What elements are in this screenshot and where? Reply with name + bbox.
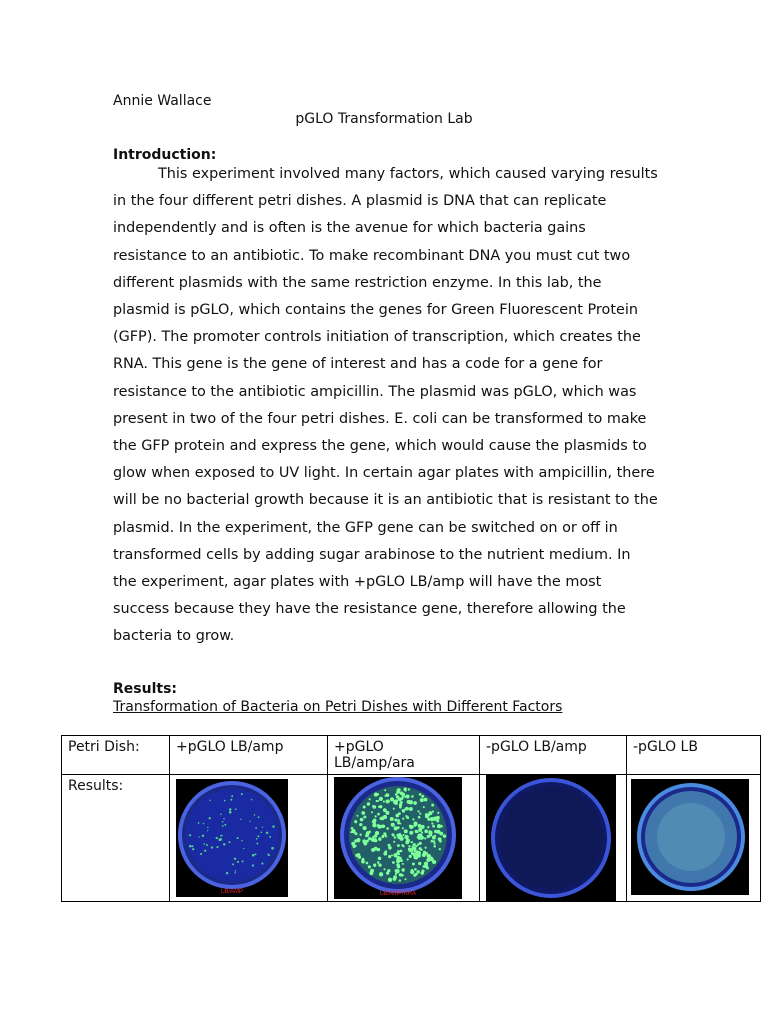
colony-speck	[407, 858, 409, 860]
colony-speck	[235, 870, 236, 871]
colony-speck	[222, 821, 224, 823]
colony-speck	[413, 801, 417, 805]
colony-speck	[404, 829, 408, 833]
colony-speck	[189, 845, 191, 847]
colony-speck	[411, 841, 413, 843]
introduction-paragraph	[113, 161, 658, 651]
colony-speck	[230, 799, 232, 801]
colony-speck	[393, 800, 397, 804]
colony-speck	[366, 862, 369, 865]
colony-speck	[383, 801, 385, 803]
colony-speck	[392, 861, 395, 864]
results-table-title: Transformation of Bacteria on Petri Dishes with Different Factors	[113, 699, 563, 715]
colony-speck	[272, 825, 274, 827]
plate-label-text: LB/AMP	[220, 889, 244, 895]
colony-speck	[406, 839, 410, 843]
colony-speck	[405, 878, 407, 880]
colony-speck	[355, 854, 358, 857]
table-header-row	[62, 736, 761, 775]
colony-speck	[399, 879, 401, 881]
colony-speck	[395, 869, 398, 872]
colony-speck	[220, 835, 222, 837]
petri-dish-photo-1	[176, 779, 288, 897]
colony-speck	[400, 850, 403, 853]
petri-dish-photo-3	[486, 775, 616, 901]
colony-speck	[220, 814, 221, 815]
colony-speck	[371, 838, 375, 842]
colony-speck	[402, 827, 404, 829]
colony-speck	[377, 848, 380, 851]
colony-speck	[412, 818, 414, 820]
colony-speck	[432, 860, 436, 864]
colony-speck	[419, 842, 422, 845]
colony-speck	[369, 798, 371, 800]
colony-speck	[402, 863, 404, 865]
colony-speck	[402, 817, 404, 819]
dish-label: -pGLO LB	[633, 739, 698, 755]
colony-speck	[203, 843, 205, 845]
colony-speck	[224, 824, 226, 826]
colony-speck	[439, 848, 441, 850]
row-label-petri-dish: Petri Dish:	[68, 739, 140, 755]
colony-speck	[408, 845, 410, 847]
colony-speck	[393, 808, 395, 810]
colony-speck	[232, 863, 234, 865]
colony-speck	[432, 825, 435, 828]
colony-speck	[207, 830, 208, 831]
colony-speck	[397, 819, 400, 822]
colony-speck	[373, 864, 376, 867]
colony-speck	[393, 853, 397, 857]
colony-speck	[379, 872, 383, 876]
colony-speck	[377, 793, 379, 795]
colony-speck	[262, 826, 263, 827]
colony-speck	[381, 835, 384, 838]
colony-speck	[362, 839, 366, 843]
colony-speck	[381, 825, 384, 828]
colony-speck	[439, 840, 442, 843]
colony-speck	[388, 844, 391, 847]
colony-speck	[407, 800, 411, 804]
colony-speck	[375, 815, 377, 817]
colony-speck	[226, 872, 228, 874]
colony-speck	[417, 851, 421, 855]
table-cell	[627, 775, 761, 902]
colony-speck	[377, 813, 380, 816]
colony-speck	[427, 818, 430, 821]
colony-speck	[237, 837, 239, 839]
colony-speck	[401, 844, 403, 846]
colony-speck	[269, 836, 271, 838]
colony-speck	[375, 839, 378, 842]
colony-speck	[409, 831, 413, 835]
colony-speck	[391, 823, 395, 827]
colony-speck	[425, 814, 429, 818]
colony-speck	[255, 853, 257, 855]
colony-speck	[360, 818, 364, 822]
colony-speck	[421, 869, 424, 872]
table-cell	[62, 775, 170, 902]
colony-speck	[252, 864, 254, 866]
colony-speck	[418, 816, 421, 819]
colony-speck	[252, 854, 255, 857]
colony-speck	[429, 830, 431, 832]
colony-speck	[383, 815, 387, 819]
colony-speck	[424, 829, 428, 833]
colony-speck	[241, 793, 243, 795]
colony-speck	[379, 805, 382, 808]
colony-speck	[431, 840, 434, 843]
colony-speck	[411, 795, 414, 798]
colony-speck	[404, 790, 406, 792]
table-results-row	[62, 775, 761, 902]
colony-speck	[399, 822, 401, 824]
colony-speck	[242, 860, 244, 862]
colony-speck	[418, 862, 421, 865]
table-cell	[62, 736, 170, 775]
colony-speck	[206, 844, 208, 846]
colony-speck	[417, 843, 419, 845]
colony-speck	[202, 835, 204, 837]
colony-speck	[409, 807, 413, 811]
colony-speck	[421, 849, 423, 851]
colony-speck	[249, 821, 250, 822]
colony-speck	[391, 854, 393, 856]
colony-speck	[357, 838, 361, 842]
colony-speck	[418, 828, 422, 832]
colony-speck	[378, 837, 381, 840]
colony-speck	[256, 838, 258, 840]
colony-speck	[251, 799, 252, 800]
colony-speck	[354, 820, 357, 823]
colony-speck	[432, 811, 434, 813]
colony-speck	[411, 869, 414, 872]
colony-speck	[397, 844, 400, 847]
colony-speck	[424, 847, 426, 849]
colony-speck	[405, 815, 407, 817]
colony-speck	[207, 827, 208, 828]
colony-speck	[377, 861, 380, 864]
colony-speck	[414, 856, 417, 859]
colony-speck	[422, 853, 426, 857]
document-title	[0, 111, 768, 127]
colony-speck	[394, 826, 397, 829]
colony-speck	[222, 825, 224, 827]
colony-speck	[443, 834, 447, 838]
colony-speck	[433, 845, 436, 848]
colony-speck	[385, 835, 387, 837]
colony-speck	[366, 840, 369, 843]
table-cell	[170, 775, 328, 902]
colony-speck	[261, 863, 263, 865]
colony-speck	[421, 795, 424, 798]
colony-speck	[431, 804, 434, 807]
colony-speck	[423, 865, 426, 868]
colony-speck	[407, 817, 409, 819]
colony-speck	[351, 827, 354, 830]
colony-speck	[211, 846, 213, 848]
table-cell	[170, 736, 328, 775]
colony-speck	[386, 827, 389, 830]
colony-speck	[371, 811, 373, 813]
colony-speck	[403, 793, 405, 795]
colony-speck	[258, 816, 260, 818]
table-cell	[480, 736, 627, 775]
colony-speck	[223, 818, 224, 819]
colony-speck	[352, 843, 355, 846]
colony-speck	[368, 865, 371, 868]
colony-speck	[405, 807, 409, 811]
colony-speck	[396, 795, 399, 798]
document-title-text: pGLO Transformation Lab	[295, 111, 473, 127]
colony-speck	[401, 796, 403, 798]
colony-speck	[361, 858, 364, 861]
colony-speck	[203, 823, 204, 824]
colony-speck	[415, 830, 418, 833]
colony-speck	[399, 857, 402, 860]
colony-speck	[367, 802, 370, 805]
colony-speck	[371, 848, 375, 852]
colony-speck	[368, 837, 371, 840]
colony-speck	[235, 872, 236, 873]
colony-speck	[410, 825, 414, 829]
dish-label: -pGLO LB/amp	[486, 739, 587, 755]
row-label-results: Results:	[68, 778, 124, 794]
colony-speck	[200, 853, 202, 855]
colony-speck	[235, 808, 237, 810]
colony-speck	[420, 798, 424, 802]
colony-speck	[395, 814, 399, 818]
colony-speck	[419, 813, 421, 815]
colony-speck	[395, 793, 398, 796]
colony-speck	[271, 847, 274, 850]
colony-speck	[376, 800, 378, 802]
colony-speck	[243, 848, 244, 849]
plate-label-text: LB/AMP/ARA	[379, 891, 417, 897]
colony-speck	[256, 843, 258, 845]
colony-speck	[411, 852, 414, 855]
colony-speck	[394, 818, 397, 821]
introduction-heading: Introduction:	[113, 147, 217, 163]
colony-speck	[392, 834, 394, 836]
colony-speck	[397, 788, 401, 792]
colony-speck	[409, 855, 412, 858]
colony-speck	[436, 830, 440, 834]
colony-speck	[413, 873, 416, 876]
colony-speck	[433, 840, 435, 842]
colony-speck	[399, 801, 402, 804]
colony-speck	[374, 823, 376, 825]
colony-speck	[388, 855, 391, 858]
colony-speck	[393, 877, 397, 881]
colony-speck	[198, 836, 199, 837]
colony-speck	[209, 817, 211, 819]
colony-speck	[385, 811, 389, 815]
colony-speck	[362, 826, 366, 830]
colony-speck	[370, 869, 374, 873]
results-table	[61, 735, 761, 902]
colony-speck	[427, 835, 430, 838]
petri-dish-photo-4	[631, 779, 749, 895]
table-cell	[328, 775, 480, 902]
colony-speck	[209, 800, 211, 802]
colony-speck	[378, 863, 381, 866]
colony-speck	[363, 805, 366, 808]
colony-speck	[204, 850, 206, 852]
colony-speck	[384, 850, 387, 853]
colony-speck	[359, 823, 362, 826]
colony-speck	[420, 836, 424, 840]
colony-speck	[192, 848, 194, 850]
colony-speck	[397, 864, 400, 867]
colony-speck	[421, 831, 423, 833]
colony-speck	[388, 878, 392, 882]
colony-speck	[361, 811, 365, 815]
table-cell	[328, 736, 480, 775]
colony-speck	[426, 858, 430, 862]
results-heading: Results:	[113, 681, 177, 697]
colony-speck	[431, 822, 433, 824]
colony-speck	[372, 836, 374, 838]
colony-speck	[432, 836, 436, 840]
colony-speck	[396, 859, 400, 863]
colony-speck	[402, 809, 406, 813]
colony-speck	[414, 868, 417, 871]
author-name: Annie Wallace	[113, 93, 212, 109]
colony-speck	[424, 837, 426, 839]
colony-speck	[390, 817, 394, 821]
colony-speck	[220, 838, 223, 841]
colony-speck	[426, 867, 429, 870]
colony-speck	[237, 861, 239, 863]
petri-dish-photo-2	[334, 777, 462, 899]
colony-speck	[393, 841, 395, 843]
table-cell	[480, 775, 627, 902]
colony-speck	[241, 840, 242, 841]
colony-speck	[399, 873, 403, 877]
colony-speck	[412, 863, 415, 866]
colony-speck	[406, 794, 410, 798]
colony-speck	[255, 827, 257, 829]
colony-speck	[224, 800, 226, 802]
table-cell	[627, 736, 761, 775]
colony-speck	[424, 798, 428, 802]
colony-speck	[394, 836, 396, 838]
colony-speck	[433, 842, 435, 844]
colony-speck	[228, 841, 230, 843]
colony-speck	[261, 832, 263, 834]
colony-speck	[428, 811, 432, 815]
colony-speck	[254, 814, 256, 816]
colony-speck	[378, 857, 382, 861]
colony-speck	[387, 869, 390, 872]
colony-speck	[419, 793, 422, 796]
colony-speck	[359, 834, 361, 836]
colony-speck	[257, 835, 259, 837]
colony-speck	[356, 815, 358, 817]
colony-speck	[216, 846, 218, 848]
colony-speck	[375, 831, 379, 835]
colony-speck	[189, 834, 191, 836]
colony-speck	[408, 850, 410, 852]
colony-speck	[440, 826, 442, 828]
colony-speck	[234, 858, 236, 860]
dish-label: +pGLO LB/amp/ara	[334, 739, 415, 771]
colony-speck	[423, 806, 425, 808]
colony-speck	[403, 834, 405, 836]
colony-speck	[368, 831, 371, 834]
colony-speck	[350, 831, 352, 833]
colony-speck	[437, 812, 439, 814]
colony-speck	[384, 789, 386, 791]
colony-speck	[433, 817, 437, 821]
colony-speck	[379, 797, 383, 801]
colony-speck	[240, 819, 241, 820]
colony-speck	[383, 868, 385, 870]
colony-speck	[404, 835, 408, 839]
introduction-text: This experiment involved many factors, which caused varying results in the four different petri dishes. A plasmid is DNA that can replicate independently and is often is the avenue for which bacteria gains resistance to an antibiotic. To make recombinant DNA you must cut two different plasmids with the same restriction enzyme. In this lab, the plasmid is pGLO, which contains the genes for Green Fluorescent Protein (GFP). The promoter controls initiation of transcription, which creates the RNA. This gene is the gene of interest and has a code for a gene for resistance to the antibiotic ampicillin. The plasmid was pGLO, which was present in two of the four petri dishes. E. coli can be transformed to make the GFP protein and express the gene, which would cause the plasmids to glow when exposed to UV light. In certain agar plates with ampicillin, there will be no bacterial growth because it is an antibiotic that is resistant to the plasmid. In the experiment, the GFP gene can be switched on or off in transformed cells by adding sugar arabinose to the nutrient medium. In the experiment, agar plates with +pGLO LB/amp will have the most success because they have the resistance gene, therefore allowing the bacteria to grow.	[113, 166, 658, 645]
colony-speck	[417, 810, 419, 812]
colony-speck	[229, 811, 232, 814]
colony-speck	[373, 805, 377, 809]
colony-speck	[268, 855, 270, 857]
colony-speck	[229, 808, 232, 811]
colony-speck	[386, 793, 390, 797]
colony-speck	[385, 800, 389, 804]
colony-speck	[401, 798, 403, 800]
colony-speck	[401, 837, 403, 839]
colony-speck	[223, 843, 225, 845]
colony-speck	[267, 832, 268, 833]
colony-speck	[198, 822, 200, 824]
colony-speck	[191, 845, 193, 847]
colony-speck	[415, 823, 418, 826]
colony-speck	[418, 824, 422, 828]
colony-speck	[231, 795, 233, 797]
colony-speck	[216, 837, 218, 839]
dish-label: +pGLO LB/amp	[176, 739, 284, 755]
colony-speck	[408, 788, 410, 790]
colony-speck	[427, 826, 429, 828]
colony-speck	[363, 815, 366, 818]
colony-speck	[401, 868, 404, 871]
